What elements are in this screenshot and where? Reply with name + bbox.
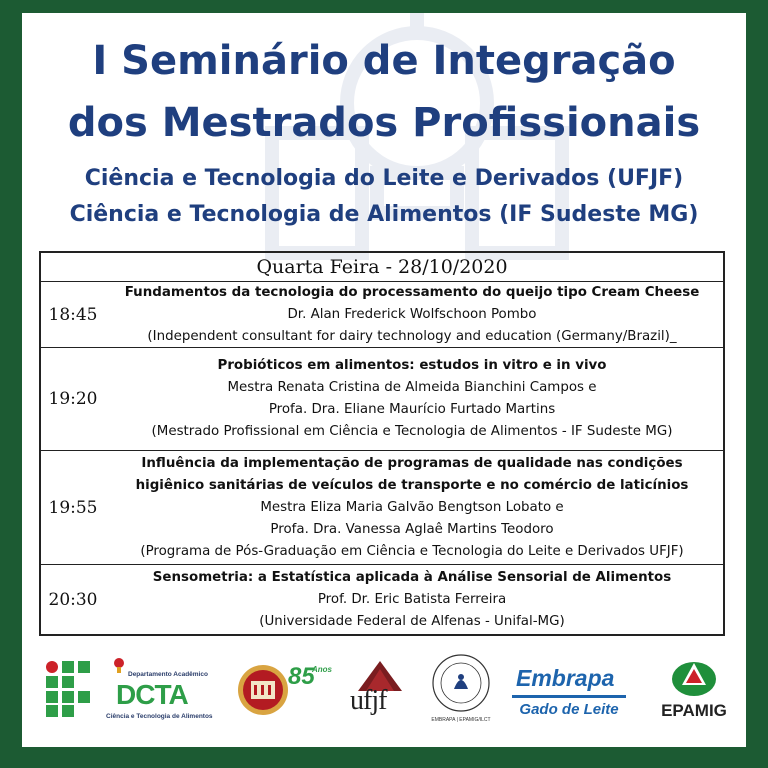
schedule-table bbox=[39, 251, 725, 636]
anniversary-number: 85 bbox=[288, 663, 315, 690]
session-speaker: Dr. Alan Frederick Wolfschoon Pombo bbox=[287, 306, 537, 322]
session-title: Influência da implementação de programas de qualidade nas condições bbox=[141, 455, 683, 471]
session-affiliation: (Universidade Federal de Alfenas - Unifal-MG) bbox=[259, 613, 565, 629]
poster-card bbox=[22, 13, 746, 747]
seal-icon bbox=[428, 653, 494, 715]
session-affiliation: (Independent consultant for dairy technology and education (Germany/Brazil)_ bbox=[147, 328, 677, 344]
ufjf-logo bbox=[344, 661, 416, 723]
epamig-emblem-icon bbox=[670, 657, 718, 697]
session-affiliation: (Programa de Pós-Graduação em Ciência e Tecnologia do Leite e Derivados UFJF) bbox=[140, 543, 684, 559]
session-title: higiênico sanitárias de veículos de transporte e no comércio de laticínios bbox=[135, 477, 689, 493]
session-time: 20:30 bbox=[48, 589, 98, 610]
session-details bbox=[101, 565, 723, 634]
anniversary-word: Anos bbox=[312, 665, 332, 674]
dcta-sub-text: Ciência e Tecnologia de Alimentos bbox=[106, 713, 213, 720]
sponsor-logos bbox=[22, 653, 746, 733]
epamig-text: EPAMIG bbox=[661, 701, 727, 720]
session-title: Probióticos em alimentos: estudos in vitro e in vivo bbox=[217, 358, 607, 373]
session-time: 19:20 bbox=[48, 389, 98, 409]
session-row bbox=[41, 348, 723, 451]
session-title: Fundamentos da tecnologia do processamento do queijo tipo Cream Cheese bbox=[124, 284, 700, 300]
program-seal-logo bbox=[428, 653, 494, 723]
if-logo bbox=[46, 661, 90, 717]
session-time: 19:55 bbox=[48, 497, 98, 518]
session-details bbox=[101, 348, 723, 450]
program-ufjf: Ciência e Tecnologia do Leite e Derivados (UFJF) bbox=[84, 166, 684, 191]
session-speaker: Mestra Renata Cristina de Almeida Bianchini Campos e bbox=[227, 380, 597, 395]
embrapa-divider bbox=[512, 695, 626, 698]
embrapa-sub-text: Gado de Leite bbox=[519, 701, 619, 718]
session-affiliation: (Mestrado Profissional em Ciência e Tecnologia de Alimentos - IF Sudeste MG) bbox=[151, 424, 673, 439]
session-time: 18:45 bbox=[48, 304, 98, 325]
session-row bbox=[41, 565, 723, 634]
dcta-top-text: Departamento Acadêmico bbox=[128, 671, 208, 678]
embrapa-logo bbox=[512, 663, 632, 725]
dcta-logo bbox=[106, 657, 216, 727]
anniversary-logo bbox=[236, 661, 332, 723]
session-speaker: Profa. Dra. Vanessa Aglaê Martins Teodoro bbox=[270, 521, 554, 537]
seminar-title-line1: I Seminário de Integração bbox=[92, 38, 676, 84]
session-details bbox=[101, 451, 723, 564]
epamig-logo bbox=[652, 657, 736, 729]
program-if-sudeste: Ciência e Tecnologia de Alimentos (IF Sudeste MG) bbox=[69, 202, 699, 227]
building-crest-icon bbox=[236, 663, 290, 717]
seminar-title-line2: dos Mestrados Profissionais bbox=[67, 100, 701, 146]
dcta-main-text: DCTA bbox=[116, 679, 188, 710]
session-row bbox=[41, 282, 723, 348]
ufjf-text: ufjf bbox=[350, 685, 387, 716]
session-title: Sensometria: a Estatística aplicada à Análise Sensorial de Alimentos bbox=[152, 569, 672, 585]
embrapa-text: Embrapa bbox=[516, 665, 615, 691]
schedule-day: Quarta Feira - 28/10/2020 bbox=[41, 253, 723, 282]
seal-footer-text: EMBRAPA | EPAMIG/ILCT bbox=[431, 717, 491, 723]
session-speaker: Prof. Dr. Eric Batista Ferreira bbox=[317, 591, 507, 607]
session-details bbox=[101, 282, 723, 347]
session-row bbox=[41, 451, 723, 565]
session-speaker: Profa. Dra. Eliane Maurício Furtado Martins bbox=[268, 402, 556, 417]
session-speaker: Mestra Eliza Maria Galvão Bengtson Lobato e bbox=[260, 499, 564, 515]
dcta-emblem-icon bbox=[112, 657, 126, 673]
